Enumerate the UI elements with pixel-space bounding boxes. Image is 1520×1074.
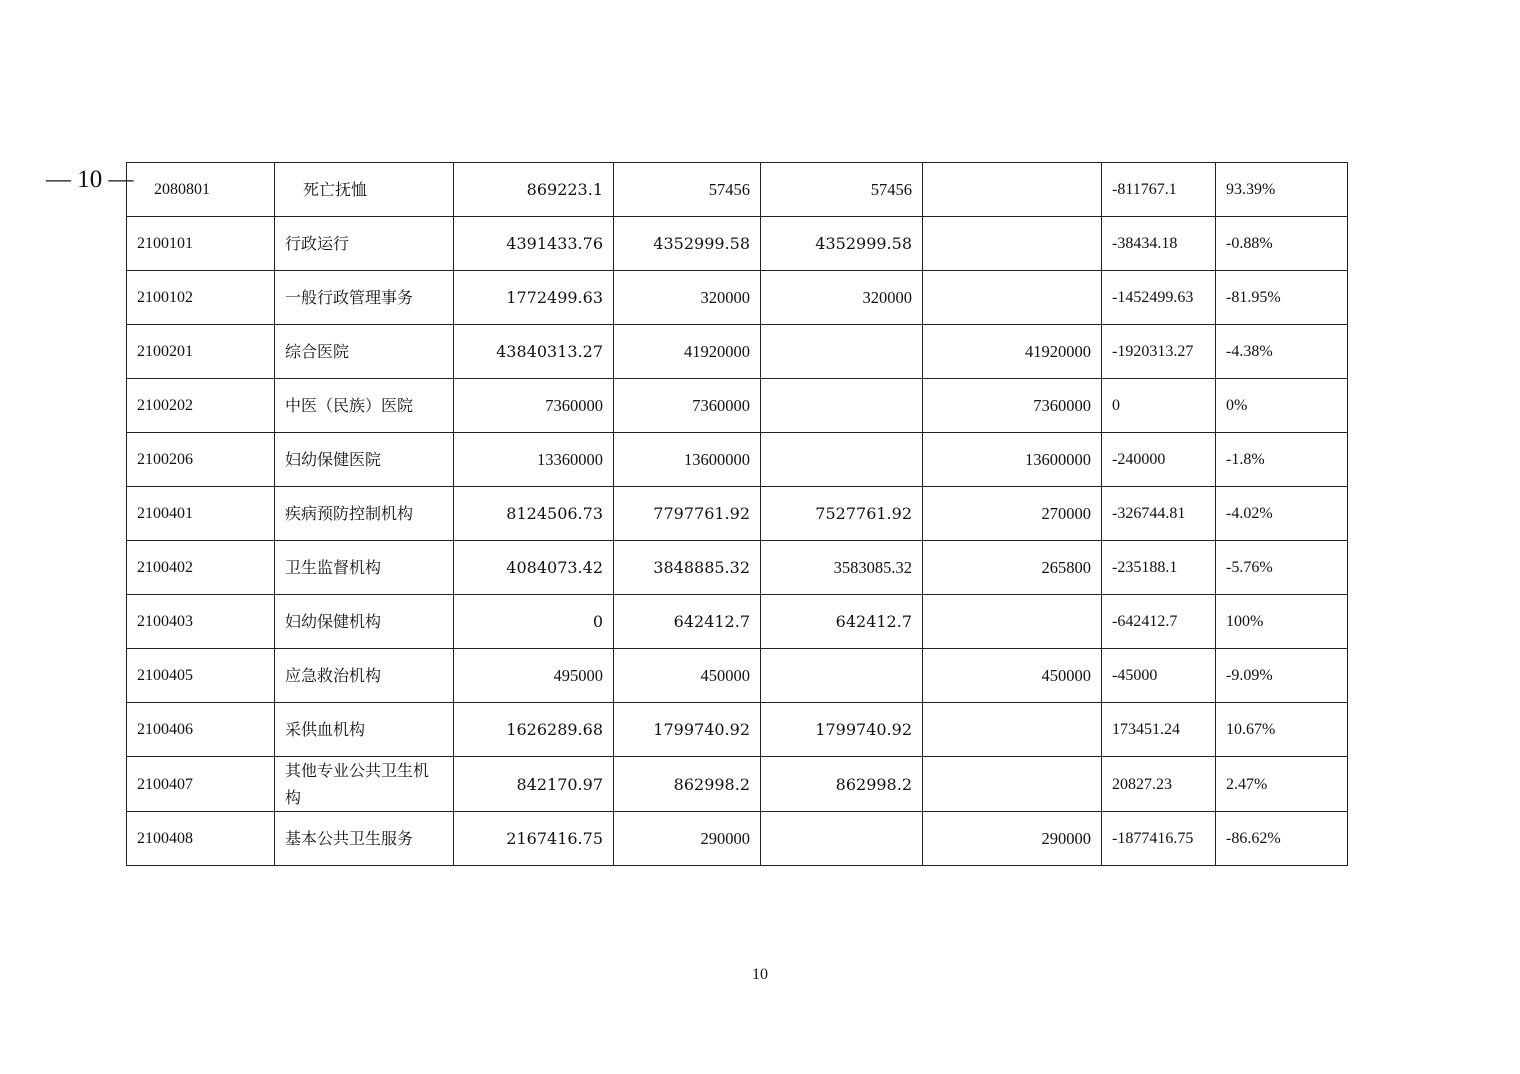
row-value-1: 43840313.27 [454, 325, 614, 379]
row-value-4: 450000 [923, 649, 1102, 703]
row-percent: 93.39% [1216, 163, 1348, 217]
row-value-4: 41920000 [923, 325, 1102, 379]
table-row [127, 487, 1348, 541]
row-value-1: 2167416.75 [454, 812, 614, 866]
row-value-3: 3583085.32 [761, 541, 923, 595]
row-name: 综合医院 [275, 325, 454, 379]
row-value-3: 57456 [761, 163, 923, 217]
row-code: 2100403 [127, 595, 275, 649]
table-row [127, 595, 1348, 649]
row-code: 2100408 [127, 812, 275, 866]
row-percent: -5.76% [1216, 541, 1348, 595]
row-value-2: 320000 [614, 271, 761, 325]
row-value-2: 290000 [614, 812, 761, 866]
row-difference: -1920313.27 [1102, 325, 1216, 379]
row-name: 卫生监督机构 [275, 541, 454, 595]
row-value-2: 642412.7 [614, 595, 761, 649]
row-value-1: 842170.97 [454, 757, 614, 812]
row-code: 2100206 [127, 433, 275, 487]
row-percent: -9.09% [1216, 649, 1348, 703]
row-difference: -240000 [1102, 433, 1216, 487]
row-name: 其他专业公共卫生机构 [275, 757, 454, 812]
table-row [127, 217, 1348, 271]
row-difference: -1877416.75 [1102, 812, 1216, 866]
row-name: 死亡抚恤 [275, 163, 454, 217]
row-difference: -1452499.63 [1102, 271, 1216, 325]
table-row [127, 541, 1348, 595]
row-value-1: 1772499.63 [454, 271, 614, 325]
row-value-4 [923, 703, 1102, 757]
row-percent: -81.95% [1216, 271, 1348, 325]
table-row [127, 325, 1348, 379]
row-name: 采供血机构 [275, 703, 454, 757]
row-code: 2080801 [127, 163, 275, 217]
row-value-2: 57456 [614, 163, 761, 217]
row-percent: 100% [1216, 595, 1348, 649]
row-value-2: 4352999.58 [614, 217, 761, 271]
row-value-3: 4352999.58 [761, 217, 923, 271]
row-value-2: 13600000 [614, 433, 761, 487]
row-value-1: 0 [454, 595, 614, 649]
row-difference: 0 [1102, 379, 1216, 433]
row-value-3: 320000 [761, 271, 923, 325]
row-value-4: 270000 [923, 487, 1102, 541]
row-value-3: 862998.2 [761, 757, 923, 812]
table-row [127, 757, 1348, 812]
row-percent: -4.02% [1216, 487, 1348, 541]
table-row [127, 703, 1348, 757]
row-value-3 [761, 379, 923, 433]
row-percent: -86.62% [1216, 812, 1348, 866]
budget-table [126, 162, 1348, 866]
row-value-4 [923, 595, 1102, 649]
row-difference: -38434.18 [1102, 217, 1216, 271]
row-value-3 [761, 812, 923, 866]
table-row [127, 163, 1348, 217]
row-difference: 20827.23 [1102, 757, 1216, 812]
row-name: 行政运行 [275, 217, 454, 271]
row-value-2: 450000 [614, 649, 761, 703]
row-value-4 [923, 163, 1102, 217]
row-value-1: 869223.1 [454, 163, 614, 217]
row-value-1: 1626289.68 [454, 703, 614, 757]
row-percent: -0.88% [1216, 217, 1348, 271]
row-difference: -235188.1 [1102, 541, 1216, 595]
table-row [127, 812, 1348, 866]
row-name: 中医（民族）医院 [275, 379, 454, 433]
row-name: 一般行政管理事务 [275, 271, 454, 325]
row-value-2: 7360000 [614, 379, 761, 433]
row-percent: 0% [1216, 379, 1348, 433]
row-code: 2100101 [127, 217, 275, 271]
row-value-4 [923, 757, 1102, 812]
row-difference: 173451.24 [1102, 703, 1216, 757]
row-value-3 [761, 325, 923, 379]
row-code: 2100102 [127, 271, 275, 325]
row-difference: -326744.81 [1102, 487, 1216, 541]
row-code: 2100406 [127, 703, 275, 757]
row-value-1: 13360000 [454, 433, 614, 487]
row-value-3 [761, 433, 923, 487]
row-value-2: 862998.2 [614, 757, 761, 812]
table-row [127, 649, 1348, 703]
row-value-2: 1799740.92 [614, 703, 761, 757]
row-name: 应急救治机构 [275, 649, 454, 703]
row-difference: -642412.7 [1102, 595, 1216, 649]
row-value-1: 8124506.73 [454, 487, 614, 541]
row-percent: 10.67% [1216, 703, 1348, 757]
table-row [127, 379, 1348, 433]
row-name: 妇幼保健医院 [275, 433, 454, 487]
row-value-3: 7527761.92 [761, 487, 923, 541]
row-percent: 2.47% [1216, 757, 1348, 812]
row-value-3: 642412.7 [761, 595, 923, 649]
row-value-3 [761, 649, 923, 703]
row-value-1: 4084073.42 [454, 541, 614, 595]
row-value-4 [923, 217, 1102, 271]
page-number: 10 [752, 966, 768, 983]
row-percent: -1.8% [1216, 433, 1348, 487]
table-row [127, 433, 1348, 487]
row-value-4: 13600000 [923, 433, 1102, 487]
row-value-2: 41920000 [614, 325, 761, 379]
row-code: 2100405 [127, 649, 275, 703]
row-name: 基本公共卫生服务 [275, 812, 454, 866]
row-code: 2100202 [127, 379, 275, 433]
row-value-4: 290000 [923, 812, 1102, 866]
row-value-3: 1799740.92 [761, 703, 923, 757]
row-difference: -45000 [1102, 649, 1216, 703]
table-row [127, 271, 1348, 325]
row-value-4: 265800 [923, 541, 1102, 595]
row-name: 疾病预防控制机构 [275, 487, 454, 541]
row-percent: -4.38% [1216, 325, 1348, 379]
row-value-4 [923, 271, 1102, 325]
row-code: 2100201 [127, 325, 275, 379]
row-value-1: 495000 [454, 649, 614, 703]
row-value-1: 7360000 [454, 379, 614, 433]
page-marker: — 10 — [46, 166, 134, 193]
row-code: 2100407 [127, 757, 275, 812]
row-code: 2100402 [127, 541, 275, 595]
row-name: 妇幼保健机构 [275, 595, 454, 649]
row-value-1: 4391433.76 [454, 217, 614, 271]
row-difference: -811767.1 [1102, 163, 1216, 217]
row-value-2: 7797761.92 [614, 487, 761, 541]
row-value-2: 3848885.32 [614, 541, 761, 595]
row-code: 2100401 [127, 487, 275, 541]
row-value-4: 7360000 [923, 379, 1102, 433]
